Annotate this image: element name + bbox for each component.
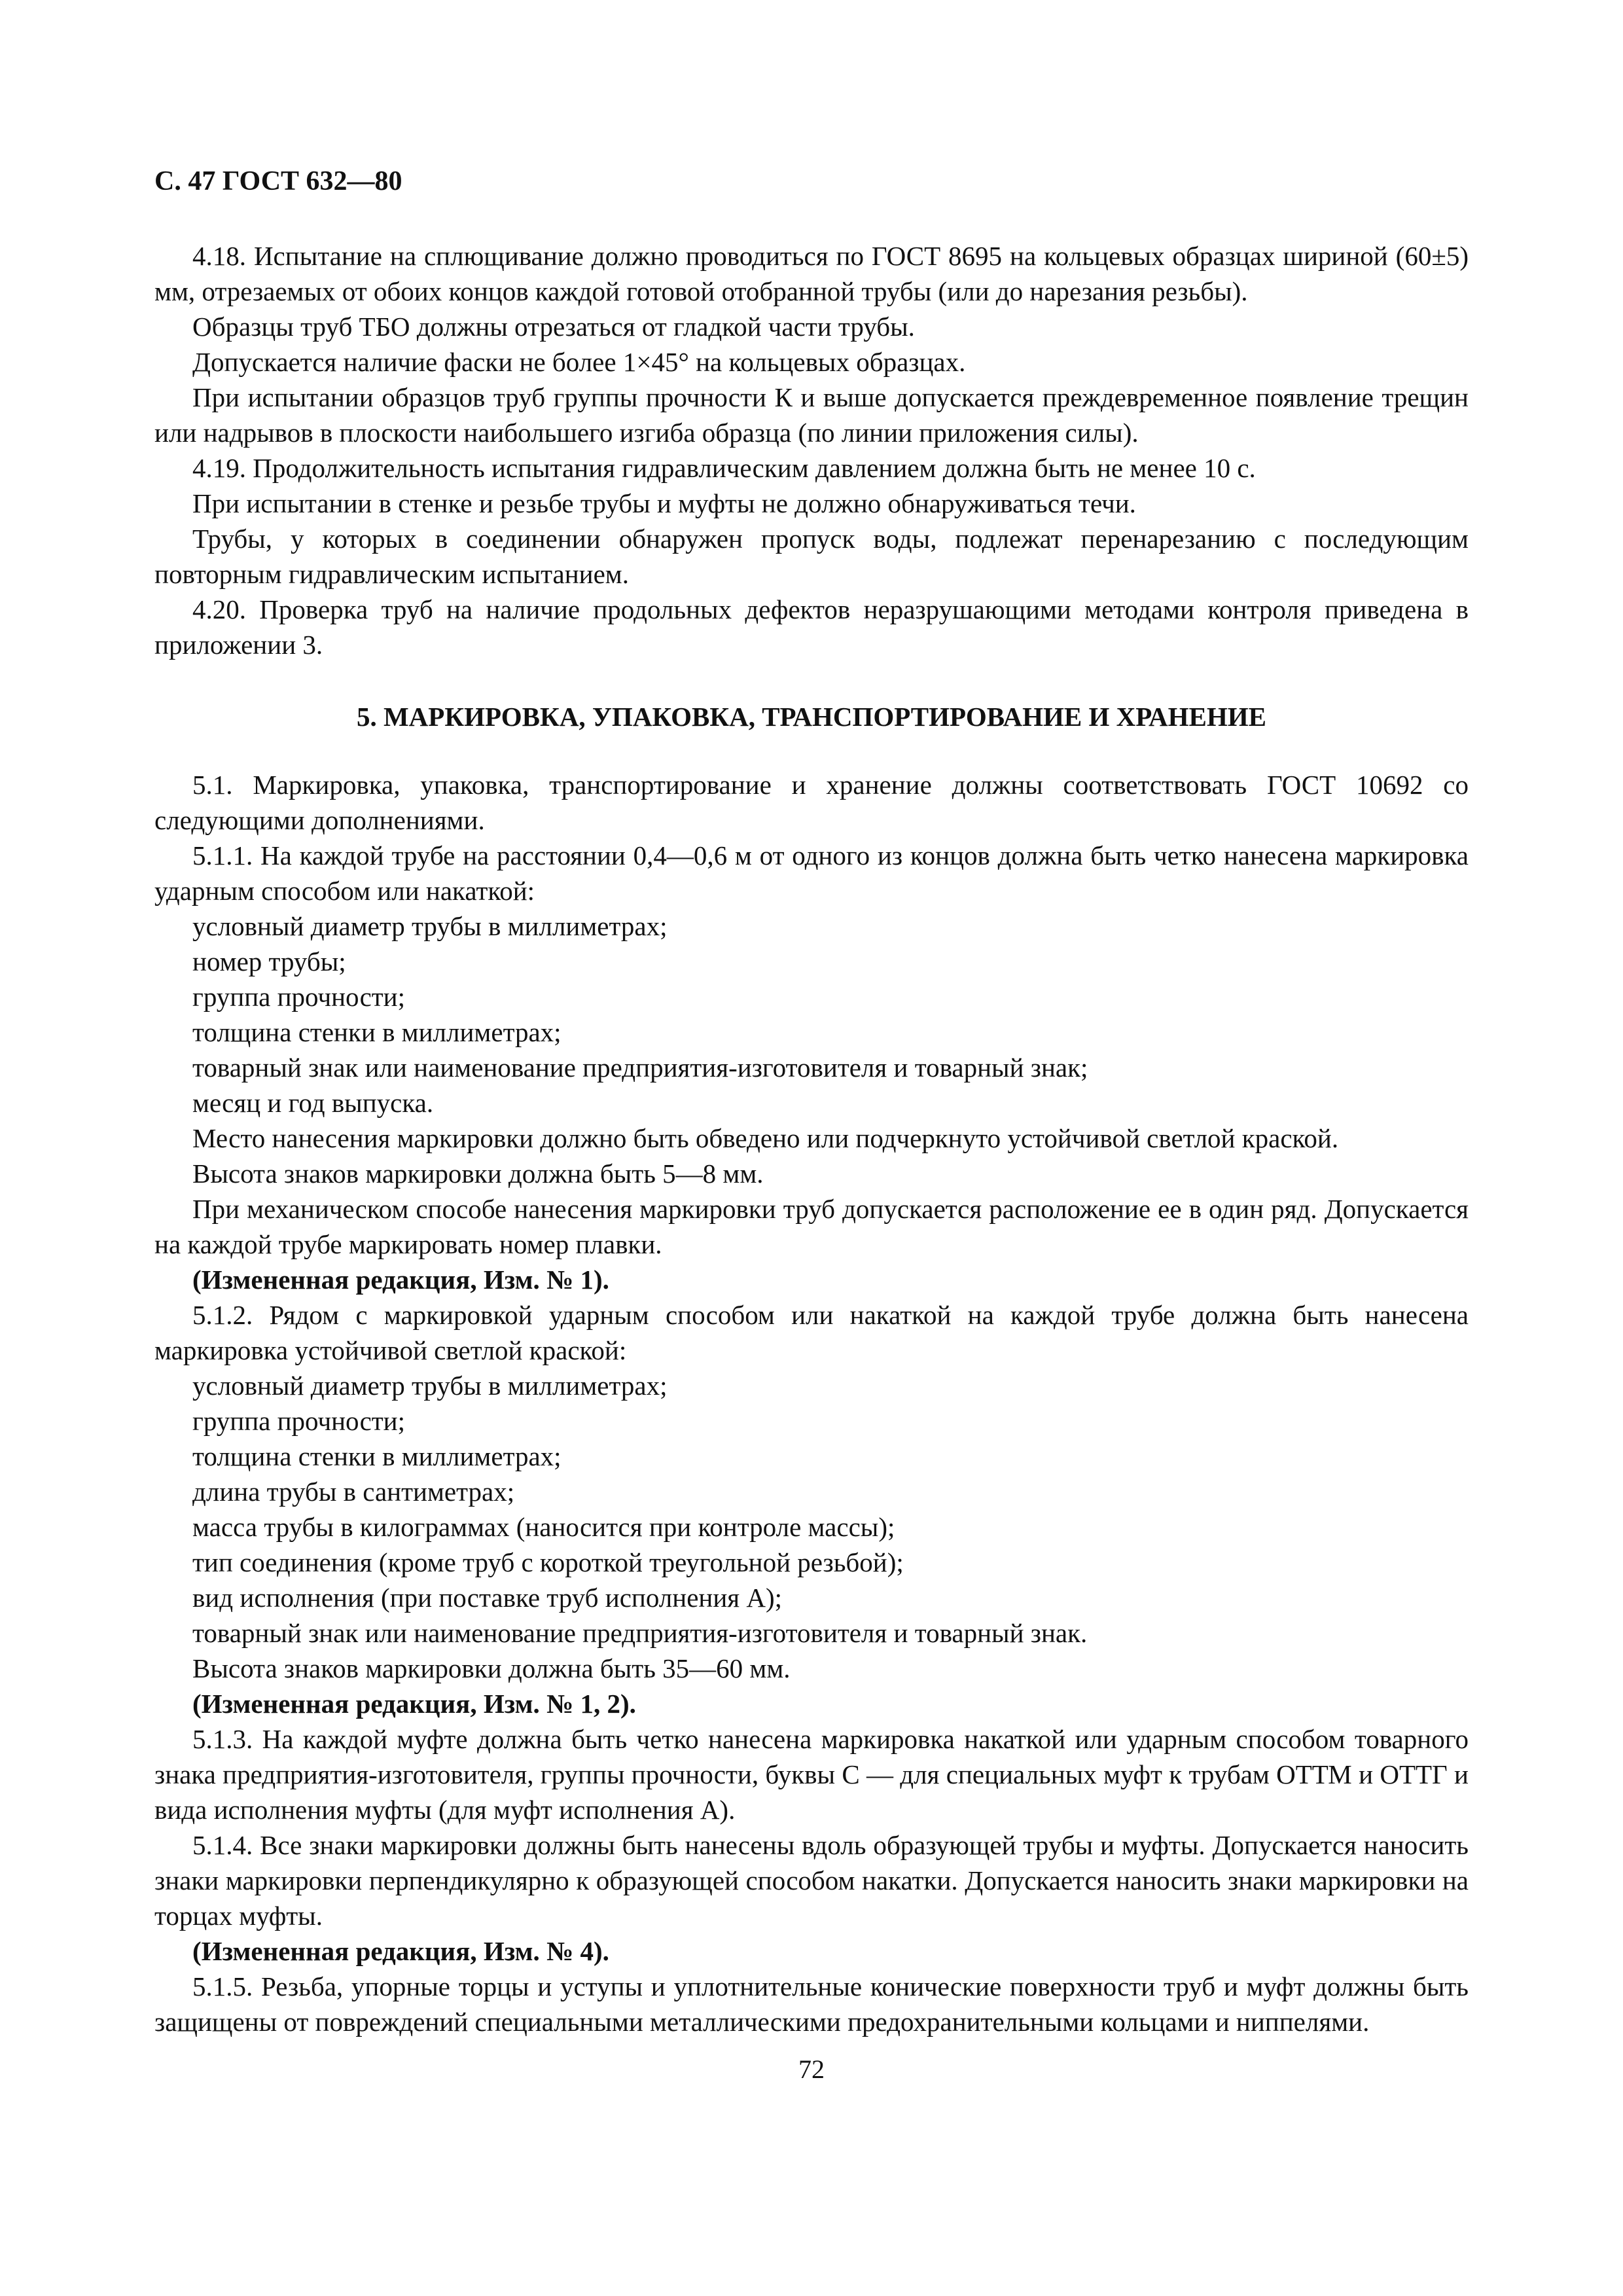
paragraph: Допускается наличие фаски не более 1×45° на кольцевых образцах.: [192, 347, 966, 377]
paragraph-4-19: 4.19. Продолжительность испытания гидравлическим давлением должна быть не менее 10 с.: [192, 453, 1256, 483]
paragraph-5-1-5: 5.1.5. Резьба, упорные торцы и уступы и уплотнительные конические поверхности труб и муфт должны быть защищены от повреждений специальными металлическими предохранительными кольцами и ниппелями.: [154, 1971, 1469, 2037]
paragraph-5-1-4: 5.1.4. Все знаки маркировки должны быть нанесены вдоль образующей трубы и муфты. Допускается наносить знаки маркировки перпендикулярно к образующей способом накатки. Допускается наносить знаки маркировки на торцах муфты.: [154, 1830, 1469, 1931]
paragraph: При механическом способе нанесения маркировки труб допускается расположение ее в один ряд. Допускается на каждой трубе маркировать номер плавки.: [154, 1194, 1469, 1259]
document-page: [154, 164, 1469, 2039]
list-item: условный диаметр трубы в миллиметрах;: [192, 911, 668, 941]
list-item: номер трубы;: [192, 946, 346, 977]
paragraph: Высота знаков маркировки должна быть 35—60 мм.: [192, 1653, 791, 1683]
paragraph: Высота знаков маркировки должна быть 5—8 мм.: [192, 1158, 764, 1189]
paragraph-5-1-1: 5.1.1. На каждой трубе на расстоянии 0,4—0,6 м от одного из концов должна быть четко нанесена маркировка ударным способом или накаткой:: [154, 840, 1469, 906]
running-header: С. 47 ГОСТ 632—80: [154, 166, 402, 196]
paragraph-5-1-3: 5.1.3. На каждой муфте должна быть четко нанесена маркировка накаткой или ударным способом товарного знака предприятия-изготовителя, группы прочности, буквы С — для специальных муфт к трубам ОТТМ и ОТТГ и вида исполнения муфты (для муфт исполнения А).: [154, 1724, 1469, 1825]
paragraph: Трубы, у которых в соединении обнаружен пропуск воды, подлежат перенарезанию с последующим повторным гидравлическим испытанием.: [154, 524, 1469, 589]
paragraph: Место нанесения маркировки должно быть обведено или подчеркнуто устойчивой светлой краской.: [192, 1123, 1339, 1153]
revision-note: (Измененная редакция, Изм. № 4).: [192, 1936, 609, 1966]
paragraph-5-1: 5.1. Маркировка, упаковка, транспортирование и хранение должны соответствовать ГОСТ 10692 со следующими дополнениями.: [154, 770, 1469, 835]
paragraph: При испытании образцов труб группы прочности К и выше допускается преждевременное появление трещин или надрывов в плоскости наибольшего изгиба образца (по линии приложения силы).: [154, 382, 1469, 448]
list-item: месяц и год выпуска.: [192, 1088, 434, 1118]
list-item: вид исполнения (при поставке труб исполнения А);: [192, 1583, 783, 1613]
list-item: товарный знак или наименование предприятия-изготовителя и товарный знак;: [192, 1052, 1088, 1083]
revision-note: (Измененная редакция, Изм. № 1, 2).: [192, 1689, 636, 1719]
list-item: группа прочности;: [192, 982, 406, 1012]
list-item: группа прочности;: [192, 1406, 406, 1436]
page-number: 72: [798, 2054, 825, 2084]
list-item: масса трубы в килограммах (наносится при контроле массы);: [192, 1512, 895, 1542]
paragraph-4-20: 4.20. Проверка труб на наличие продольных дефектов неразрушающими методами контроля приведена в приложении 3.: [154, 594, 1469, 660]
list-item: товарный знак или наименование предприятия-изготовителя и товарный знак.: [192, 1618, 1088, 1648]
paragraph: Образцы труб ТБО должны отрезаться от гладкой части трубы.: [192, 312, 915, 342]
paragraph-5-1-2: 5.1.2. Рядом с маркировкой ударным способом или накаткой на каждой трубе должна быть нанесена маркировка устойчивой светлой краской:: [154, 1300, 1469, 1365]
paragraph: При испытании в стенке и резьбе трубы и муфты не должно обнаруживаться течи.: [192, 488, 1136, 518]
section-title: 5. МАРКИРОВКА, УПАКОВКА, ТРАНСПОРТИРОВАНИЕ И ХРАНЕНИЕ: [356, 702, 1267, 732]
list-item: толщина стенки в миллиметрах;: [192, 1017, 562, 1047]
list-item: длина трубы в сантиметрах;: [192, 1477, 515, 1507]
revision-note: (Измененная редакция, Изм. № 1).: [192, 1265, 609, 1295]
list-item: толщина стенки в миллиметрах;: [192, 1441, 562, 1471]
list-item: условный диаметр трубы в миллиметрах;: [192, 1371, 668, 1401]
paragraph-4-18: 4.18. Испытание на сплющивание должно проводиться по ГОСТ 8695 на кольцевых образцах шириной (60±5) мм, отрезаемых от обоих концов каждой готовой отобранной трубы (или до нарезания резьбы).: [154, 241, 1469, 306]
list-item: тип соединения (кроме труб с короткой треугольной резьбой);: [192, 1547, 904, 1577]
